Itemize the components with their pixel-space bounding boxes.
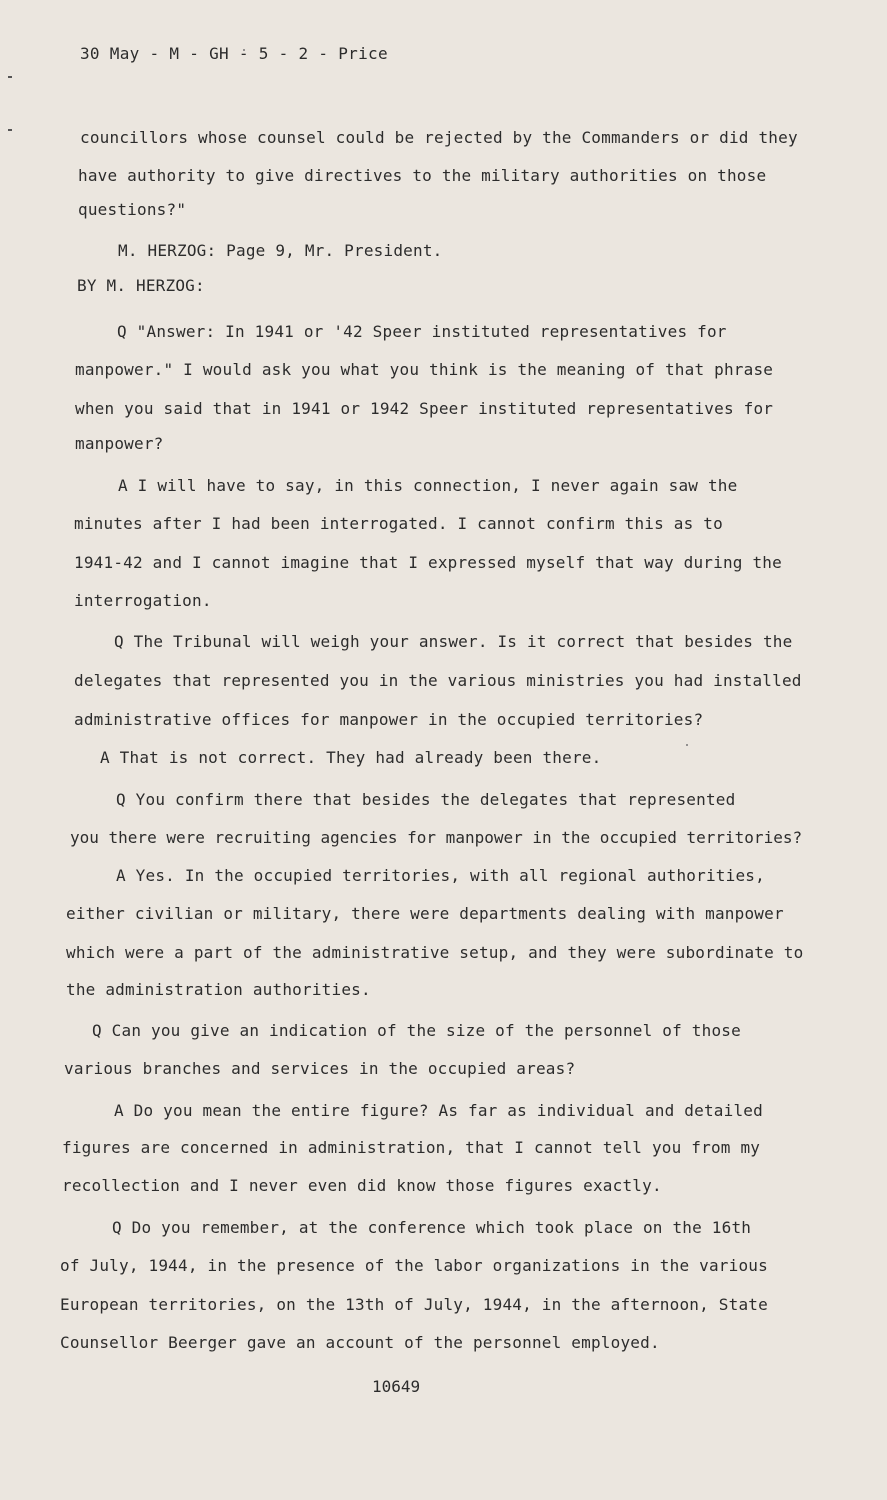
text-line: administrative offices for manpower in the occupied territories? [74, 710, 704, 729]
page-number: 10649 [372, 1377, 421, 1396]
text-line: manpower? [75, 434, 164, 453]
text-line: figures are concerned in administration, that I cannot tell you from my [62, 1138, 761, 1157]
text-line: when you said that in 1941 or 1942 Speer instituted representatives for [75, 399, 774, 418]
answer-line: A I will have to say, in this connection, I never again saw the [118, 476, 738, 495]
question-line: Q You confirm there that besides the delegates that represented [116, 790, 736, 809]
text-line: manpower." I would ask you what you think is the meaning of that phrase [75, 360, 774, 379]
text-line: 1941-42 and I cannot imagine that I expressed myself that way during the [74, 553, 782, 572]
answer-line: A Do you mean the entire figure? As far as individual and detailed [114, 1101, 763, 1120]
text-line: the administration authorities. [66, 980, 371, 999]
text-line: interrogation. [74, 591, 212, 610]
text-line: you there were recruiting agencies for manpower in the occupied territories? [70, 828, 803, 847]
question-line: Q Do you remember, at the conference which took place on the 16th [112, 1218, 752, 1237]
page-header: 30 May - M - GH - 5 - 2 - Price [80, 44, 388, 63]
text-line: have authority to give directives to the military authorities on those [78, 166, 767, 185]
text-line: which were a part of the administrative setup, and they were subordinate to [66, 943, 804, 962]
question-line: Q "Answer: In 1941 or '42 Speer instituted representatives for [117, 322, 727, 341]
text-line: questions?" [78, 200, 187, 219]
speaker-line: BY M. HERZOG: [77, 276, 205, 295]
margin-mark [8, 129, 12, 131]
text-line: of July, 1944, in the presence of the labor organizations in the various [60, 1256, 768, 1275]
answer-line: A That is not correct. They had already been there. [100, 748, 602, 767]
ink-speck [686, 744, 688, 746]
question-line: Q Can you give an indication of the size of the personnel of those [92, 1021, 741, 1040]
text-line: delegates that represented you in the various ministries you had installed [74, 671, 802, 690]
margin-mark [8, 76, 12, 78]
answer-line: A Yes. In the occupied territories, with all regional authorities, [116, 866, 765, 885]
text-line: recollection and I never even did know those figures exactly. [62, 1176, 662, 1195]
text-line: various branches and services in the occupied areas? [64, 1059, 576, 1078]
text-line: either civilian or military, there were departments dealing with manpower [66, 904, 784, 923]
text-line: councillors whose counsel could be rejected by the Commanders or did they [80, 128, 798, 147]
speaker-line: M. HERZOG: Page 9, Mr. President. [118, 241, 443, 260]
text-line: European territories, on the 13th of July, 1944, in the afternoon, State [60, 1295, 768, 1314]
text-line: Counsellor Beerger gave an account of the personnel employed. [60, 1333, 660, 1352]
text-line: minutes after I had been interrogated. I cannot confirm this as to [74, 514, 723, 533]
question-line: Q The Tribunal will weigh your answer. Is it correct that besides the [114, 632, 793, 651]
